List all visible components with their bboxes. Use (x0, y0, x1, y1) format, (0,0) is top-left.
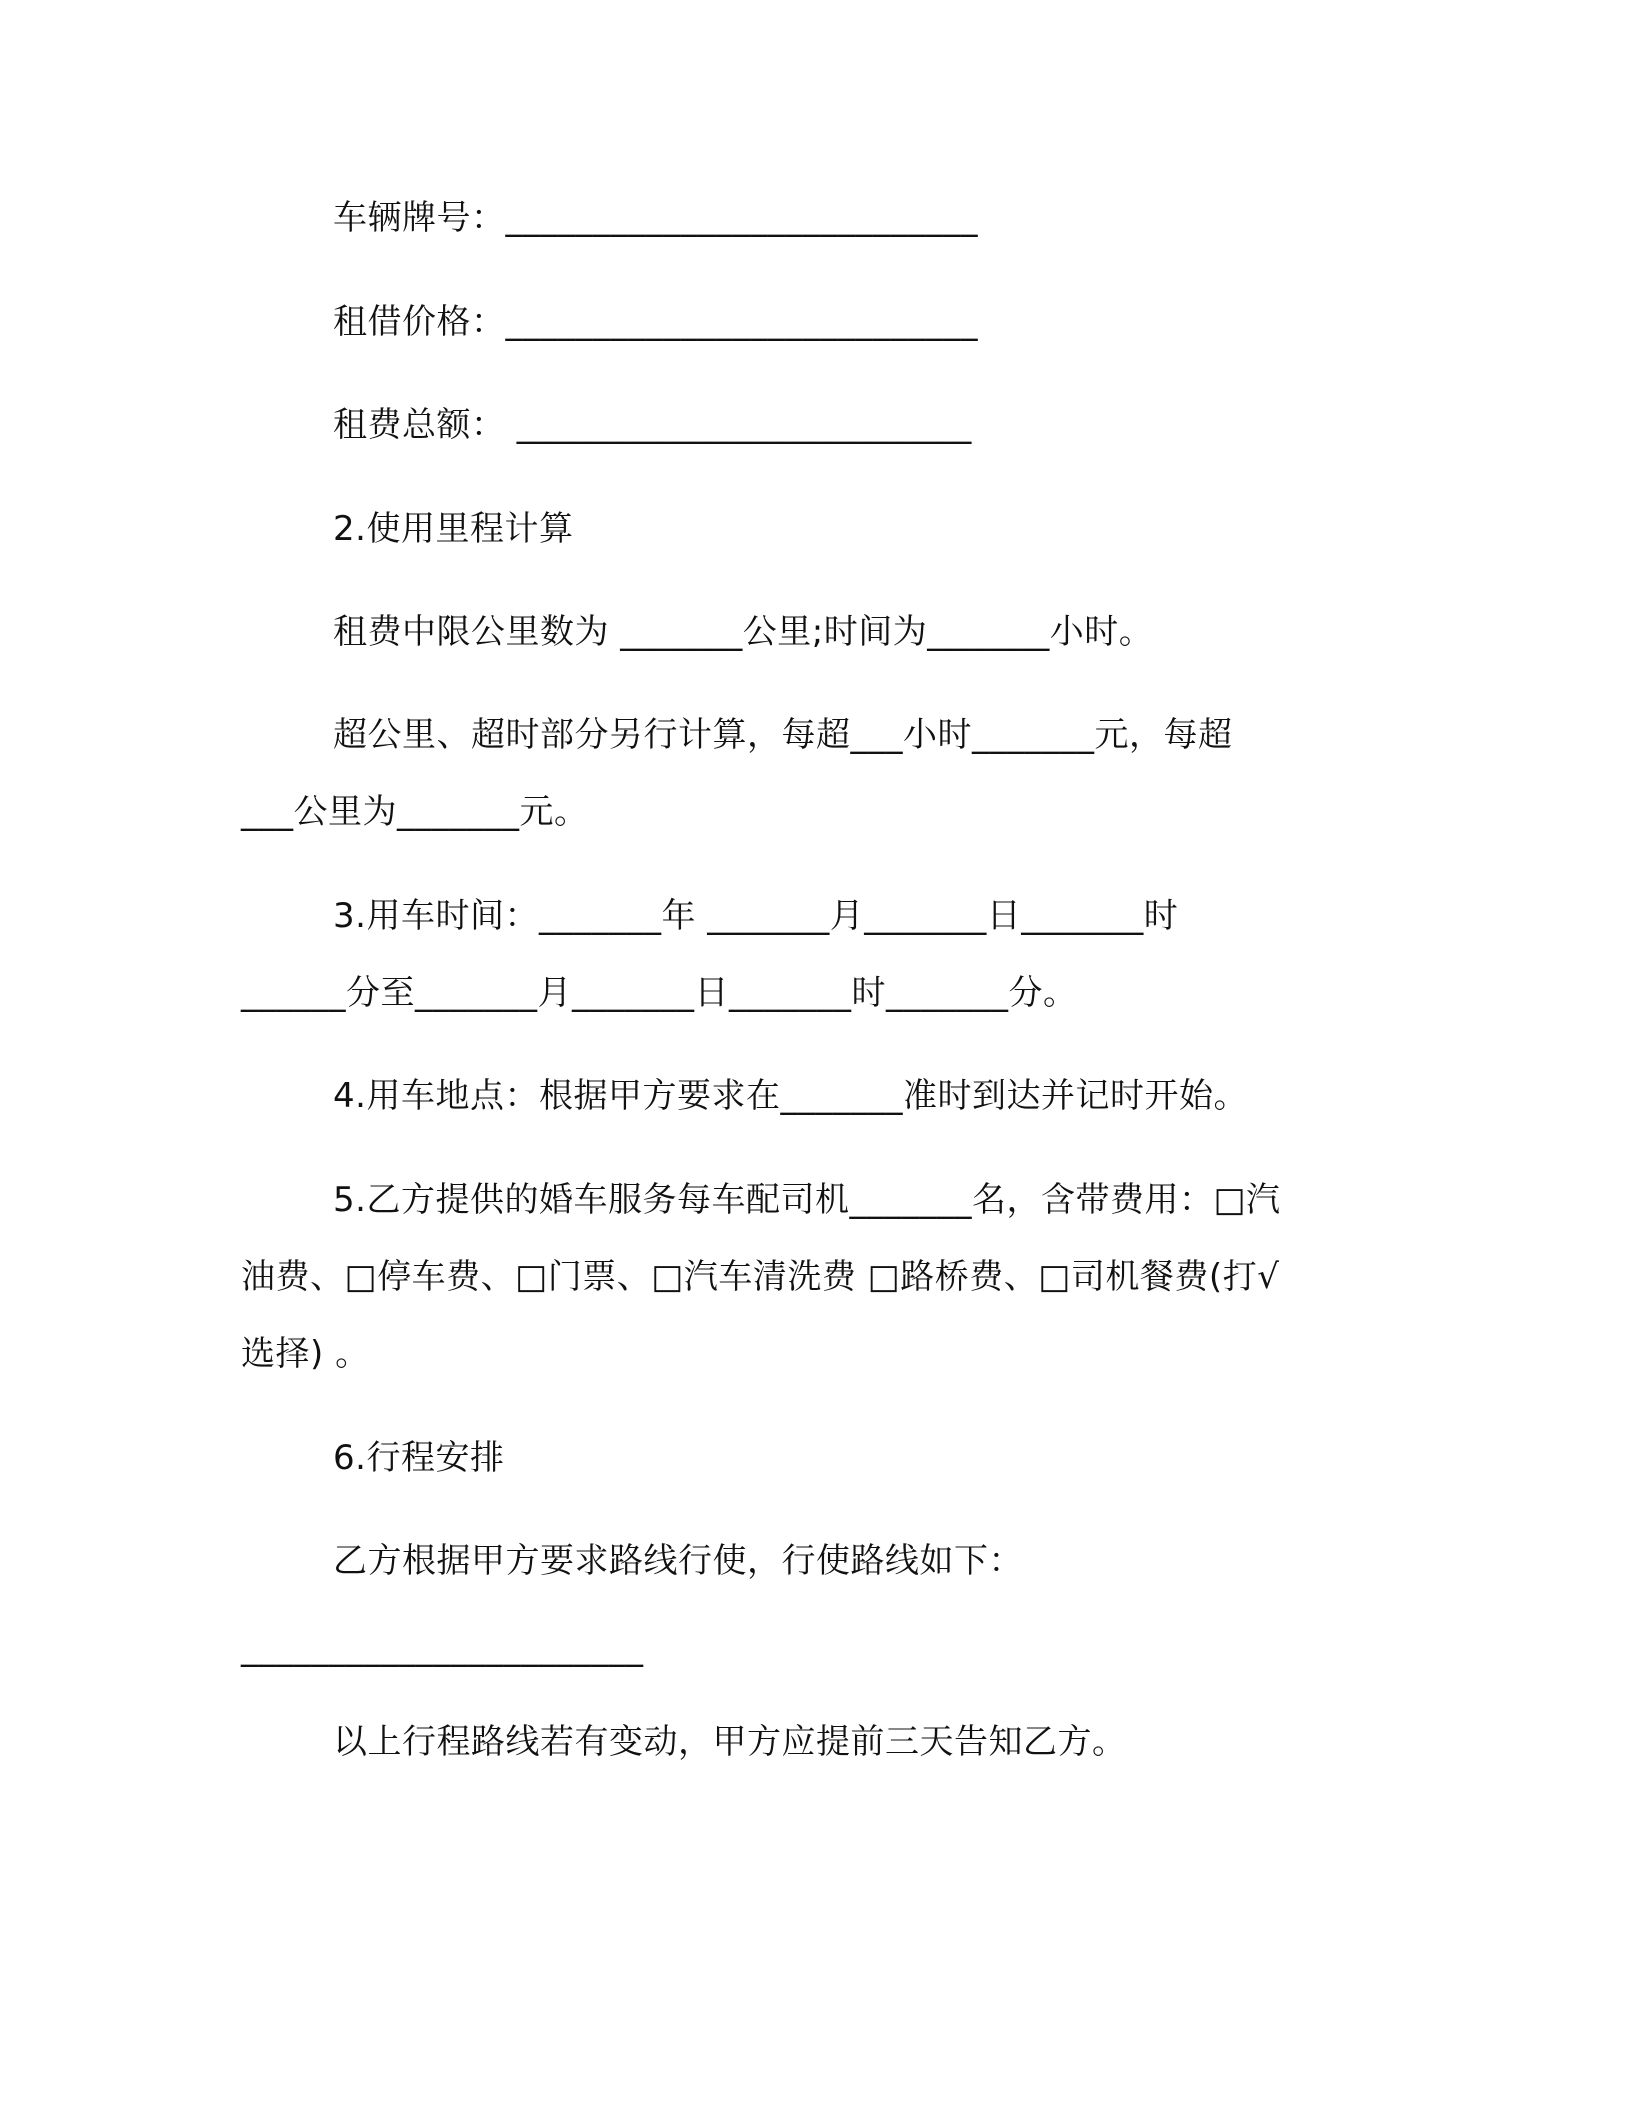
usage-location-line: 4.用车地点：根据甲方要求在_______准时到达并记时开始。 (333, 1076, 1248, 1116)
section-6-heading: 6.行程安排 (333, 1438, 505, 1478)
driver-service-line-3: 选择) 。 (241, 1334, 370, 1374)
route-change-line: 以上行程路线若有变动，甲方应提前三天告知乙方。 (333, 1722, 1127, 1762)
usage-time-line-1: 3.用车时间：_______年 _______月_______日_______时 (333, 896, 1179, 936)
vehicle-plate-line: 车辆牌号：___________________________ (333, 198, 978, 238)
route-blank-line: _______________________ (241, 1628, 644, 1668)
overage-line-1: 超公里、超时部分另行计算，每超___小时_______元，每超 (333, 715, 1233, 755)
overage-line-2: ___公里为_______元。 (241, 792, 589, 832)
rental-price-line: 租借价格：___________________________ (333, 302, 978, 342)
mileage-limit-line: 租费中限公里数为 _______公里;时间为_______小时。 (333, 612, 1154, 652)
driver-service-line-2: 油费、□停车费、□门票、□汽车清洗费 □路桥费、□司机餐费(打√ (241, 1257, 1280, 1297)
rental-total-line: 租费总额： __________________________ (333, 405, 972, 445)
driver-service-line-1: 5.乙方提供的婚车服务每车配司机_______名，含带费用：□汽 (333, 1180, 1281, 1220)
route-intro-line: 乙方根据甲方要求路线行使，行使路线如下： (333, 1541, 1023, 1581)
section-2-heading: 2.使用里程计算 (333, 509, 574, 549)
usage-time-line-2: ______分至_______月_______日_______时_______分。 (241, 973, 1078, 1013)
